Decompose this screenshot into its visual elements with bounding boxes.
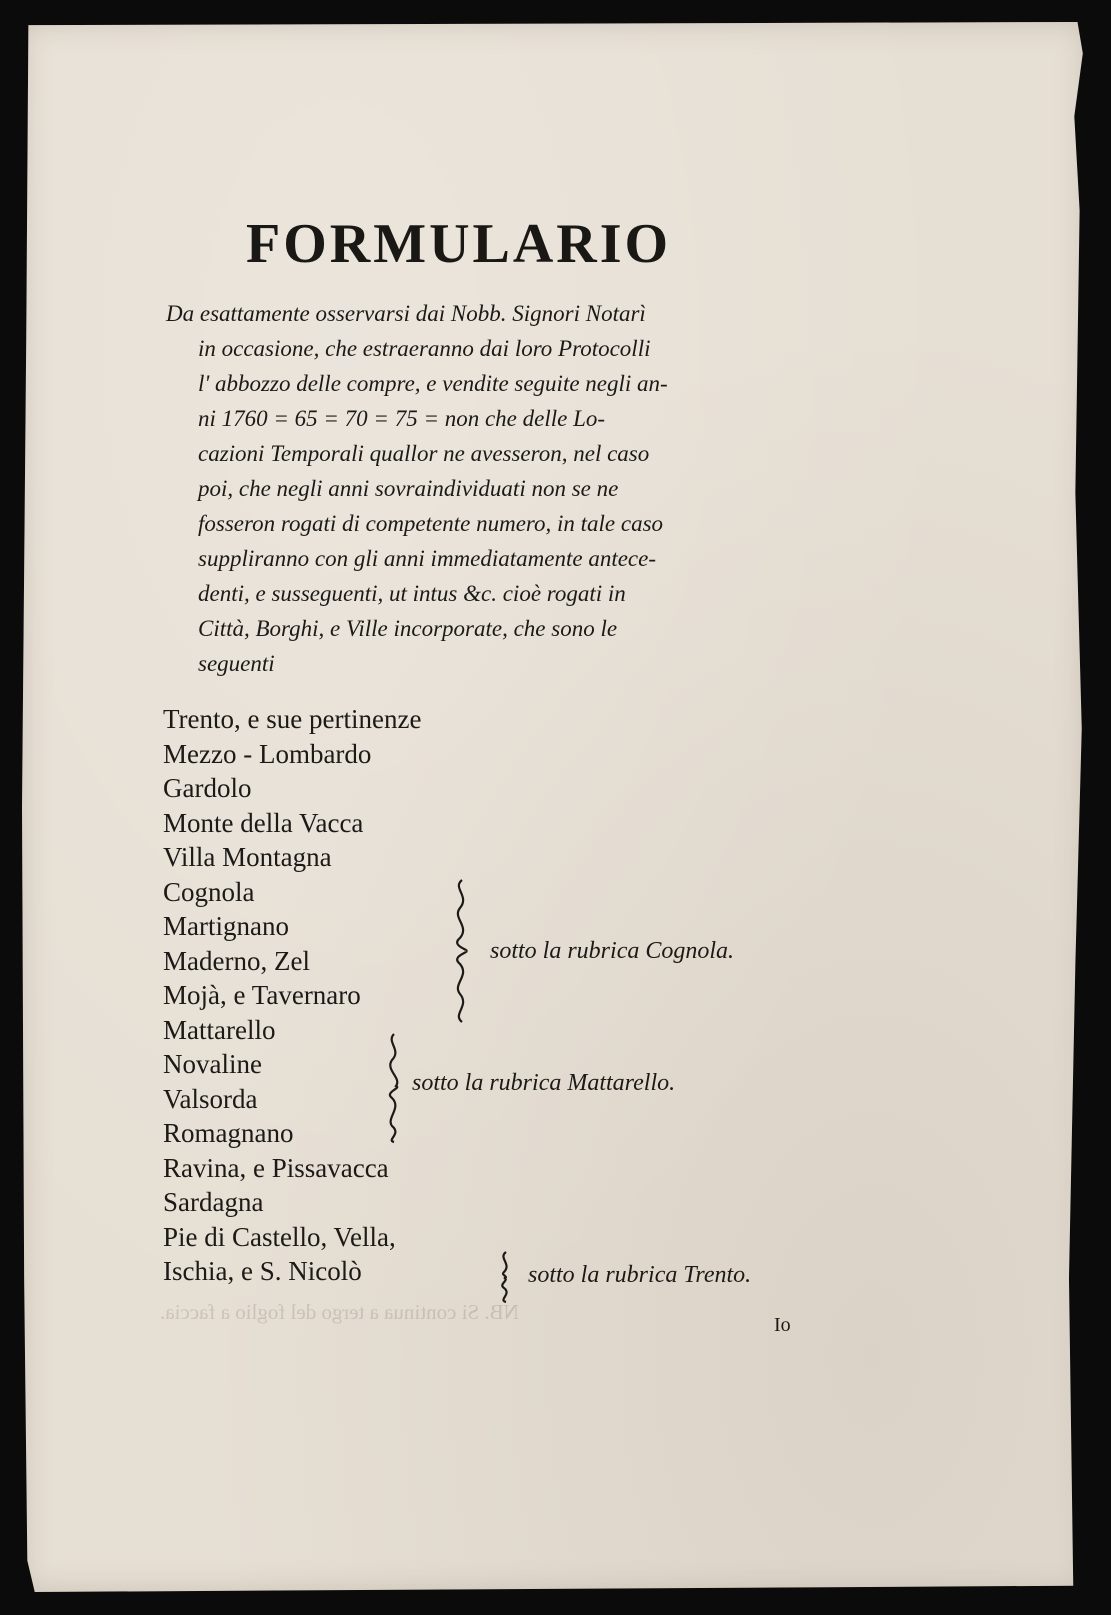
intro-line: l' abbozzo delle compre, e vendite seguite negli an- [198,371,668,396]
intro-line: fosseron rogati di competente numero, in tale caso [198,511,664,536]
place-item: Ravina, e Pissavacca [163,1152,389,1183]
brace-mattarello-group [382,1032,408,1144]
place-item: Martignano [163,911,289,941]
intro-line: in occasione, che estraeranno dai loro Protocolli [198,336,651,361]
place-item: Mattarello [163,1014,276,1045]
intro-line: seguenti [198,651,275,676]
place-item: Ischia, e S. Nicolò [163,1256,362,1286]
intro-line: cazioni Temporali quallor ne avesseron, nel caso [198,441,650,466]
place-item: Pie di Castello, Vella, [163,1221,396,1252]
catchword: Io [774,1314,791,1336]
intro-line: ni 1760 = 65 = 70 = 75 = non che delle Lo- [198,406,606,431]
intro-line: suppliranno con gli anni immediatamente antece- [198,546,657,571]
place-item: Sardagna [163,1187,264,1217]
document-title: FORMULARIO [246,213,672,275]
place-item: Novaline [163,1049,262,1079]
intro-line: poi, che negli anni sovraindividuati non se ne [198,476,619,501]
place-item: Mezzo - Lombardo [163,738,372,769]
place-item: Gardolo [163,773,252,803]
place-item: Valsorda [163,1083,258,1114]
brace-cognola-group [448,878,478,1024]
brace-trento-group [494,1250,516,1304]
intro-paragraph [166,296,826,681]
intro-line: Da esattamente osservarsi dai Nobb. Signori Notarì [166,301,646,326]
places-list [163,702,421,1289]
place-item: Mojà, e Tavernaro [163,980,361,1010]
place-item: Trento, e sue pertinenze [163,704,422,734]
place-item: Maderno, Zel [163,945,310,976]
intro-line: denti, e susseguenti, ut intus &c. cioè rogati in [198,581,626,606]
rubrica-note-mattarello: sotto la rubrica Mattarello. [412,1070,676,1096]
place-item: Monte della Vacca [163,807,364,838]
place-item: Cognola [163,876,255,907]
intro-line: Città, Borghi, e Ville incorporate, che sono le [198,616,618,641]
place-item: Romagnano [163,1118,294,1148]
rubrica-note-trento: sotto la rubrica Trento. [528,1262,752,1288]
rubrica-note-cognola: sotto la rubrica Cognola. [490,938,735,964]
place-item: Villa Montagna [163,842,332,872]
